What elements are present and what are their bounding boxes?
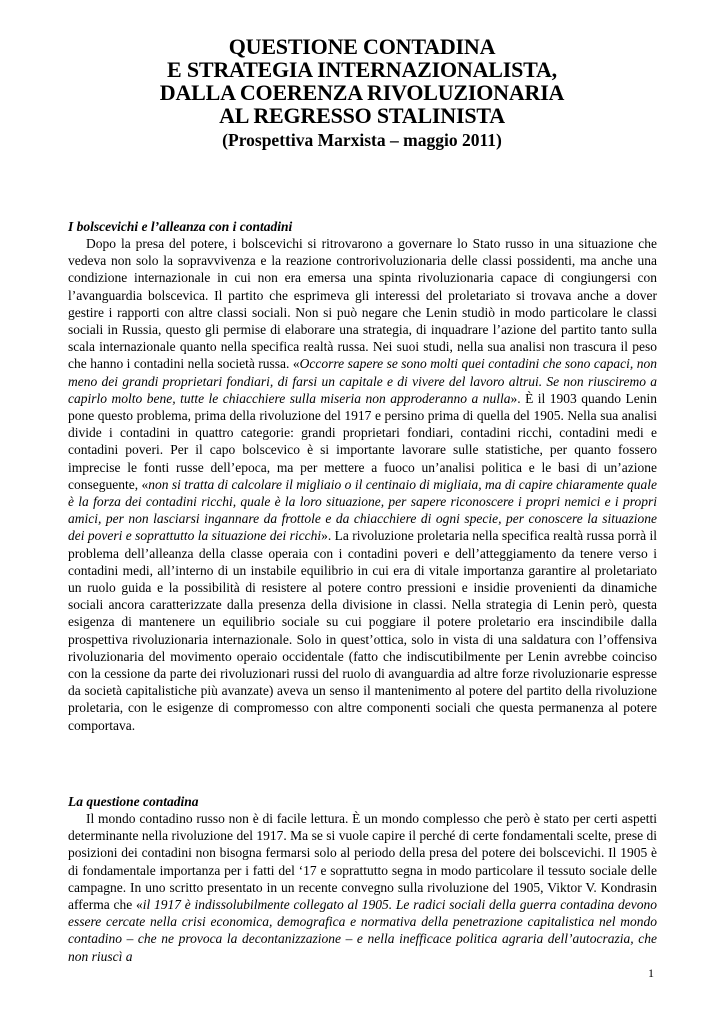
section-heading: La questione contadina <box>68 794 199 809</box>
section-heading: I bolscevichi e l’alleanza con i contadini <box>68 219 293 234</box>
text-segment: Dopo la presa del potere, i bolscevichi si ritrovarono a governare lo Stato russo in una situazione che vedeva non solo la sopravvivenza e la reazione controrivoluzionaria delle classi possidenti, ma anche una condizione internazionale in cui non era emersa una spinta rivoluzionaria capace di congiungersi con l’avanguardia bolscevica. Il partito che esprimeva gli interessi del proletariato si trovava anche a dover gestire i rapporti con altre classi sociali. Non si può negare che Lenin studiò in modo particolare le classi sociali in Russia, questo gli permise di elaborare una strategia, di inquadrare l’azione del partito tanto sulla scala internazionale quanto nella specifica realtà russa. Nei suoi studi, nella sua analisi non trascura il peso che hanno i contadini nella società russa. « <box>68 236 657 372</box>
title-line: QUESTIONE CONTADINA <box>228 34 496 59</box>
page-number: 1 <box>648 966 654 980</box>
title-line: AL REGRESSO STALINISTA <box>219 103 505 128</box>
section-paragraph <box>68 810 657 965</box>
text-segment: ». È il 1903 quando Lenin pone questo problema, prima della rivoluzione del 1917 e persino prima di quella del 1905. Nella sua analisi divide i contadini in quattro categorie: grandi proprietari fondiari, contadini ricchi, contadini medi e contadini poveri. Per il capo bolscevico è si importante lavorare sulle statistiche, per quanto fossero imprecise le fonti russe dell’epoca, ma per mettere a fuoco un’analisi politica e le basi di un’azione conseguente, « <box>68 390 658 492</box>
text-segment: ». La rivoluzione proletaria nella specifica realtà russa porrà il problema dell’alleanza della classe operaia con i contadini poveri e dell’atteggiamento da tenere verso i contadini medi, all’interno di un instabile equilibrio in cui era di vitale importanza garantire al proletariato un ruolo guida e la possibilità di resistere al potere contro pressioni e insidie provenienti da dinamiche sociali ancora caratterizzate dalla presenza della divisione in classi. Nella strategia di Lenin però, questa esigenza di mantenere un equilibrio sociale su cui poggiare il potere proletario era inscindibile dalla prospettiva rivoluzionaria internazionale. Solo in quest’ottica, solo in vista di una saldatura con l’offensiva rivoluzionaria del movimento operaio occidentale (fatto che indiscutibilmente per Lenin avrebbe coinciso con la cessione da parte dei rivoluzionari russi del ruolo di avanguardia ad altre forze rivoluzionarie espresse da società capitalistiche più avanzate) aveva un senso il mantenimento al potere del partito della rivoluzione proletaria, con le esigenze di compromesso con altre componenti sociali che questa permanenza al potere comportava. <box>68 528 657 733</box>
title-line: DALLA COERENZA RIVOLUZIONARIA <box>159 80 565 105</box>
section-paragraph <box>68 235 657 734</box>
document-title <box>60 35 664 151</box>
section-questione-contadina <box>68 793 657 965</box>
quote-segment: il 1917 è indissolubilmente collegato al 1905. Le radici sociali della guerra contadina devono essere cercate nella crisi economica, demografica e normativa della penetrazione capitalistica nel mondo contadino – che ne provoca la decontanizzazione – e nella inefficace politica agraria dell’autocrazia, che non riuscì a <box>68 897 657 964</box>
section-bolscevichi <box>68 218 657 734</box>
title-line: E STRATEGIA INTERNAZIONALISTA, <box>167 57 557 82</box>
text-segment: Il mondo contadino russo non è di facile lettura. È un mondo complesso che però è stato per certi aspetti determinante nella rivoluzione del 1917. Ma se si vuole capire il perché di certe fondamentali scelte, prese di posizioni dei contadini non bisogna fermarsi solo al periodo della presa del potere dei bolscevichi. Il 1905 è di fondamentale importanza per i fatti del ‘17 e soprattutto segna in modo particolare il tessuto sociale delle campagne. In uno scritto presentato in un recente convegno sulla rivoluzione del 1905, Viktor V. Kondrasin afferma che « <box>68 811 657 913</box>
quote-segment: Occorre sapere se sono molti quei contadini che sono capaci, non meno dei grandi proprietari fondiari, di farsi un capitale e di vivere del lavoro altrui. Se non riusciremo a capirlo molto bene, tutte le chiacchiere sulla miseria non approderanno a nulla <box>68 356 657 406</box>
quote-segment: non si tratta di calcolare il migliaio o il centinaio di migliaia, ma di capire chiaramente quale è la forza dei contadini ricchi, quale è la loro situazione, per sapere riconoscere i propri nemici e i propri amici, per non lasciarsi ingannare da frottole e da chiacchiere di ogni specie, per conoscere la situazione dei poveri e soprattutto la situazione dei ricchi <box>68 476 657 544</box>
document-subtitle: (Prospettiva Marxista – maggio 2011) <box>222 130 502 150</box>
